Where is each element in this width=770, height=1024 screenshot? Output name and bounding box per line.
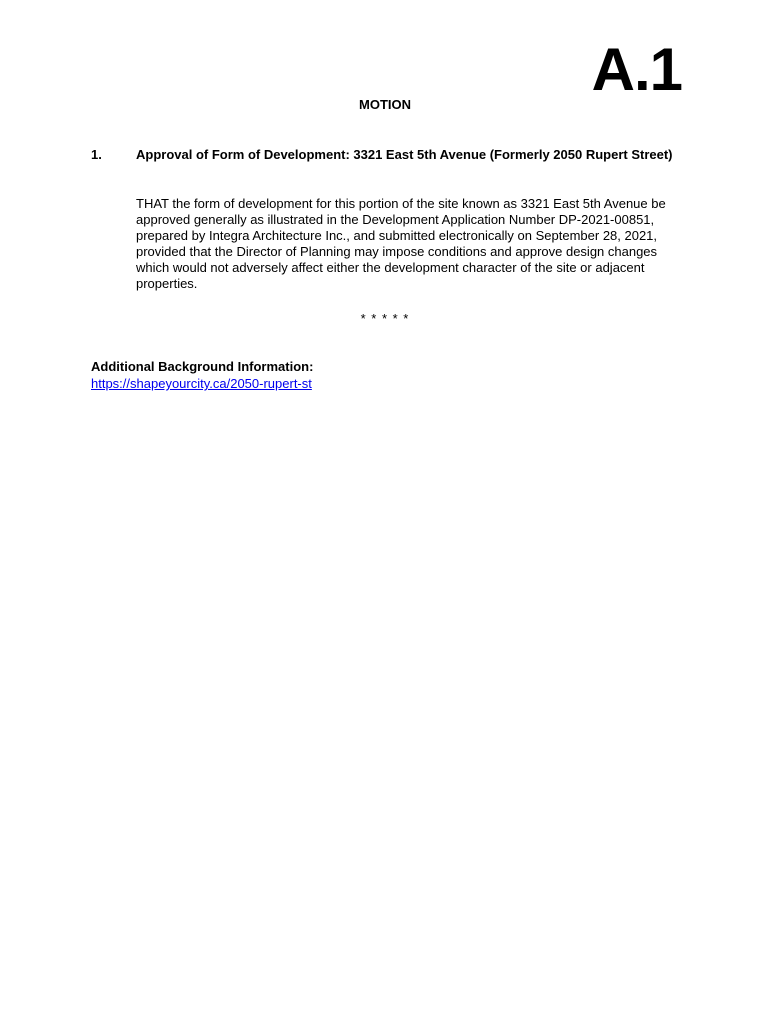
document-label: A.1 — [591, 36, 682, 103]
motion-heading: MOTION — [359, 97, 411, 112]
section-separator: * * * * * — [360, 311, 410, 326]
item-title: Approval of Form of Development: 3321 East 5th Avenue (Formerly 2050 Rupert Street) — [136, 147, 673, 162]
background-info-link[interactable]: https://shapeyourcity.ca/2050-rupert-st — [91, 376, 312, 391]
background-info-label: Additional Background Information: — [91, 359, 314, 374]
item-body: THAT the form of development for this portion of the site known as 3321 East 5th Avenue be approved generally as illustrated in the Development Application Number DP-2021-00851, prepared by Integra Architecture Inc., and submitted electronically on September 28, 2021, provided that the Director of Planning may impose conditions and approve design changes which would not adversely affect either the development character of the site or adjacent properties. — [136, 196, 666, 291]
item-number: 1. — [91, 147, 102, 162]
